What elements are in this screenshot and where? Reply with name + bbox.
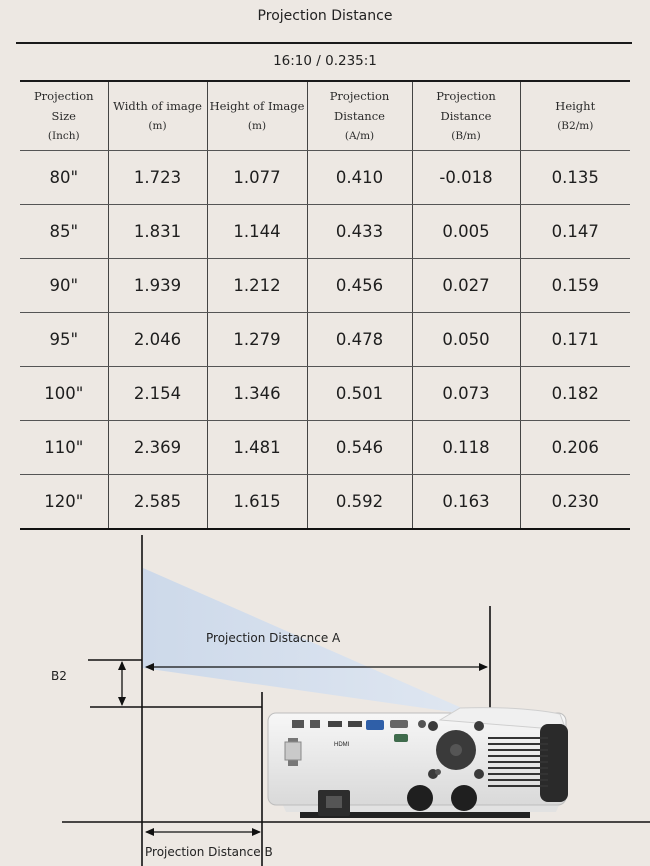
table-cell: 0.410: [307, 151, 412, 205]
table-cell: 2.369: [108, 421, 207, 475]
table-cell: 0.163: [412, 475, 520, 530]
table-cell: 0.456: [307, 259, 412, 313]
page-title: Projection Distance: [257, 8, 393, 24]
table-cell: 1.212: [207, 259, 307, 313]
height-b2-label: B2: [51, 669, 67, 683]
table-cell: 0.159: [520, 259, 630, 313]
hdmi-port-label: HDMI: [334, 742, 350, 748]
table-cell: 0.027: [412, 259, 520, 313]
distance-b-arrowhead-right: [252, 828, 261, 836]
col-header-width: Width of image (m): [108, 82, 207, 151]
table-cell: 80": [20, 151, 108, 205]
table-cell: 0.230: [520, 475, 630, 530]
table-cell: 0.433: [307, 205, 412, 259]
projector-illustration: [268, 708, 568, 818]
table-cell: 1.346: [207, 367, 307, 421]
col-header-distance-b: Projection Distance (B/m): [412, 82, 520, 151]
table-cell: 85": [20, 205, 108, 259]
table-cell: 1.831: [108, 205, 207, 259]
table-cell: 0.005: [412, 205, 520, 259]
table-cell: 0.592: [307, 475, 412, 530]
table-cell: 0.171: [520, 313, 630, 367]
table-cell: 0.546: [307, 421, 412, 475]
table-cell: 95": [20, 313, 108, 367]
table-cell: 2.585: [108, 475, 207, 530]
table-cell: 0.206: [520, 421, 630, 475]
table-cell: 1.144: [207, 205, 307, 259]
table-cell: 1.723: [108, 151, 207, 205]
table-cell: 0.147: [520, 205, 630, 259]
table-cell: 100": [20, 367, 108, 421]
distance-a-label: Projection Distacnce A: [206, 631, 341, 645]
aspect-ratio-label: 16:10 / 0.235:1: [273, 53, 377, 69]
height-b2-arrowhead-top: [118, 661, 126, 670]
distance-b-label: Projection Distance B: [145, 845, 273, 859]
table-cell: 90": [20, 259, 108, 313]
table-cell: 2.046: [108, 313, 207, 367]
table-cell: 0.478: [307, 313, 412, 367]
table-cell: 0.501: [307, 367, 412, 421]
col-header-height-b2: Height (B2/m): [520, 82, 630, 151]
col-header-distance-a: Projection Distance (A/m): [307, 82, 412, 151]
table-cell: 120": [20, 475, 108, 530]
distance-a-arrowhead-right: [479, 663, 488, 671]
table-cell: 0.073: [412, 367, 520, 421]
table-cell: 0.050: [412, 313, 520, 367]
table-cell: 1.615: [207, 475, 307, 530]
table-cell: -0.018: [412, 151, 520, 205]
table-cell: 1.939: [108, 259, 207, 313]
table-cell: 0.118: [412, 421, 520, 475]
col-header-height: Height of Image (m): [207, 82, 307, 151]
table-cell: 1.481: [207, 421, 307, 475]
distance-b-arrowhead-left: [145, 828, 154, 836]
height-b2-arrowhead-bottom: [118, 697, 126, 706]
table-cell: 1.077: [207, 151, 307, 205]
table-cell: 0.182: [520, 367, 630, 421]
table-cell: 1.279: [207, 313, 307, 367]
col-header-size: Projection Size (Inch): [20, 82, 108, 151]
table-cell: 110": [20, 421, 108, 475]
table-cell: 2.154: [108, 367, 207, 421]
table-cell: 0.135: [520, 151, 630, 205]
